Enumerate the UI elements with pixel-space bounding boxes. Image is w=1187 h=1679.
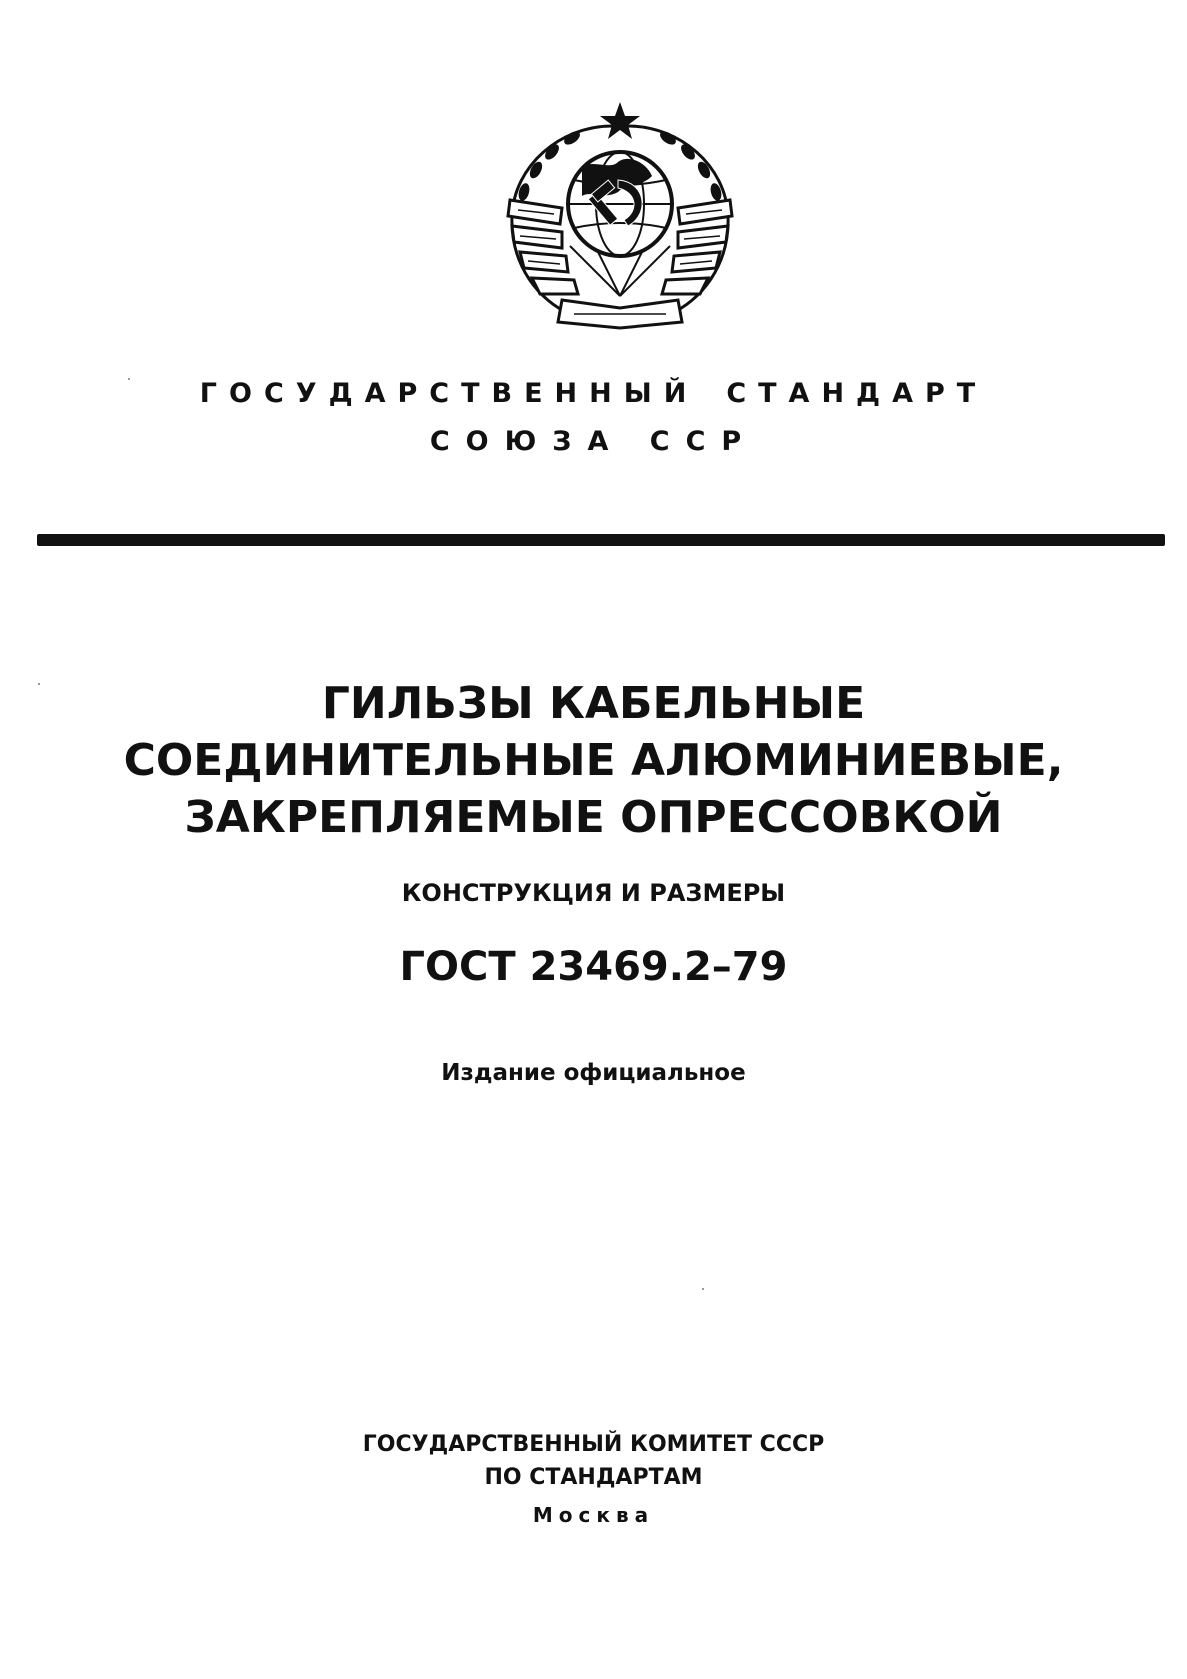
document-title-line-1: ГИЛЬЗЫ КАБЕЛЬНЫЕ bbox=[321, 678, 866, 729]
header-union: СОЮЗА ССР bbox=[429, 426, 758, 457]
scan-speck bbox=[702, 1288, 704, 1290]
header-state-standard bbox=[0, 378, 1187, 409]
publisher-line-1: ГОСУДАРСТВЕННЫЙ КОМИТЕТ СССР bbox=[362, 1432, 825, 1457]
standard-number: ГОСТ 23469.2–79 bbox=[399, 944, 788, 990]
scan-speck bbox=[38, 683, 40, 685]
header-state-word: ГОСУДАРСТВЕННЫЙ bbox=[199, 378, 699, 409]
scan-speck bbox=[128, 378, 130, 380]
document-title-line-2: СОЕДИНИТЕЛЬНЫЕ АЛЮМИНИЕВЫЕ, bbox=[123, 735, 1064, 786]
header-standard-word: СТАНДАРТ bbox=[726, 378, 988, 409]
header-divider bbox=[37, 534, 1165, 546]
star-icon bbox=[600, 102, 640, 139]
publication-city: Москва bbox=[532, 1503, 655, 1527]
ussr-state-emblem-icon bbox=[500, 96, 740, 344]
edition-note: Издание официальное bbox=[441, 1060, 746, 1086]
publisher-line-2: ПО СТАНДАРТАМ bbox=[484, 1465, 703, 1490]
document-subtitle: КОНСТРУКЦИЯ И РАЗМЕРЫ bbox=[401, 879, 786, 907]
document-title-line-3: ЗАКРЕПЛЯЕМЫЕ ОПРЕССОВКОЙ bbox=[184, 792, 1003, 843]
